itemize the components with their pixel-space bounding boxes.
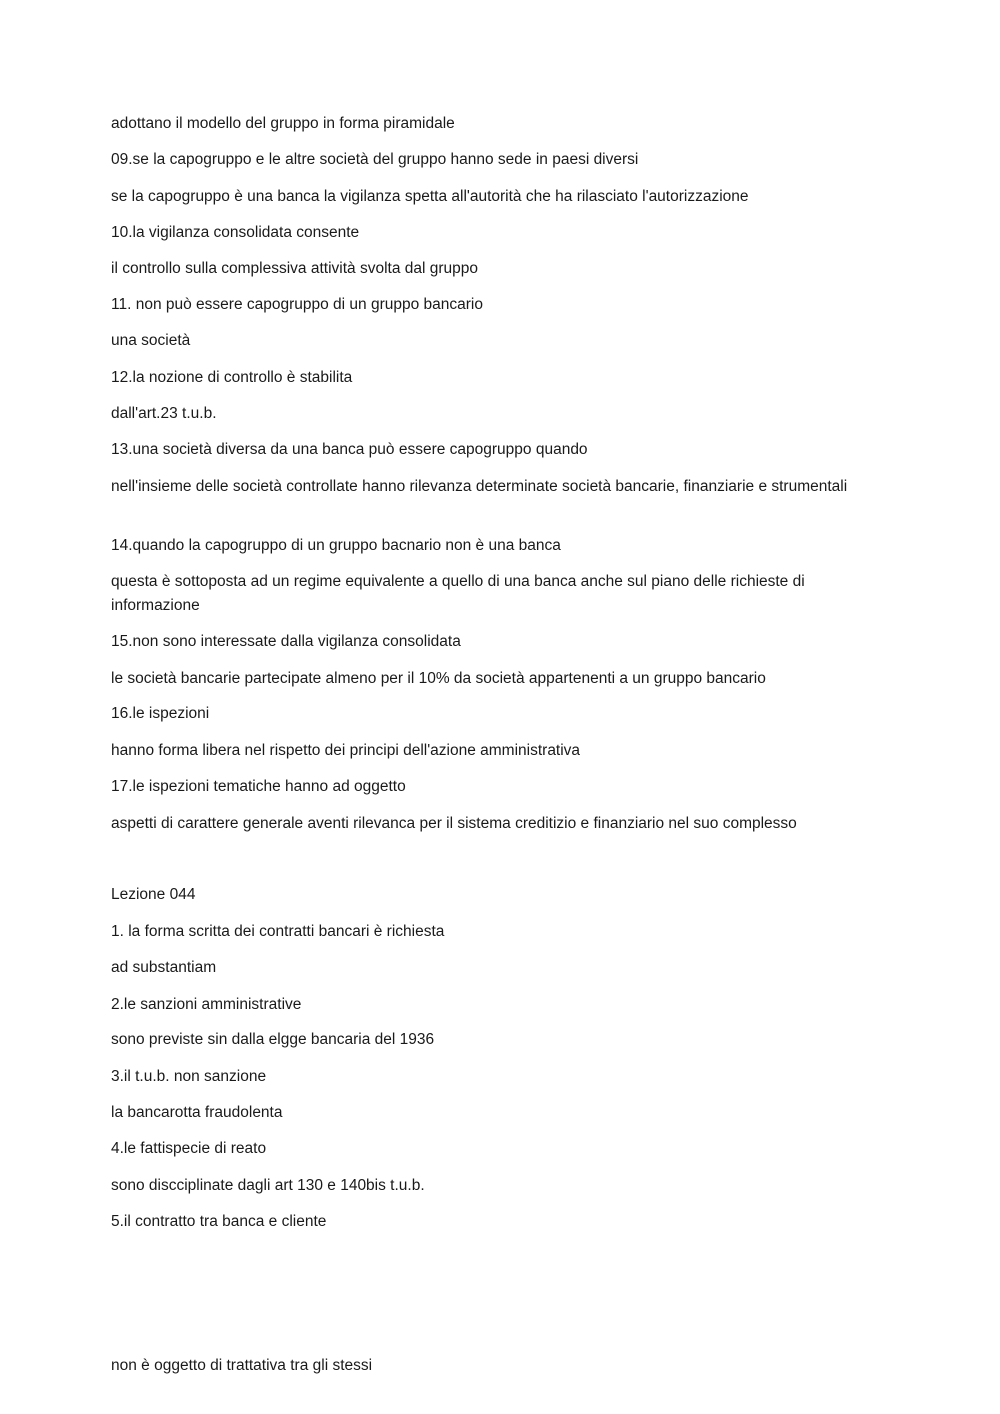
answer-line: hanno forma libera nel rispetto dei principi dell'azione amministrativa (111, 742, 581, 759)
question-line: 10.la vigilanza consolidata consente (111, 224, 360, 241)
answer-line: sono previste sin dalla elgge bancaria del 1936 (111, 1031, 435, 1048)
question-line: 11. non può essere capogruppo di un gruppo bancario (111, 296, 483, 313)
answer-line: nell'insieme delle società controllate hanno rilevanza determinate società bancarie, finanziarie e strumentali (111, 478, 848, 495)
answer-line: dall'art.23 t.u.b. (111, 405, 217, 422)
question-line: 3.il t.u.b. non sanzione (111, 1068, 267, 1085)
answer-line: aspetti di carattere generale aventi rilevanca per il sistema creditizio e finanziario nel suo complesso (111, 815, 797, 832)
answer-line: una società (111, 332, 191, 349)
answer-line: la bancarotta fraudolenta (111, 1104, 283, 1121)
answer-line: se la capogruppo è una banca la vigilanza spetta all'autorità che ha rilasciato l'autorizzazione (111, 188, 749, 205)
question-line: 16.le ispezioni (111, 705, 210, 722)
answer-line: il controllo sulla complessiva attività svolta dal gruppo (111, 260, 479, 277)
question-line: 13.una società diversa da una banca può essere capogruppo quando (111, 441, 588, 458)
question-line: 14.quando la capogruppo di un gruppo bacnario non è una banca (111, 537, 561, 554)
question-line: 4.le fattispecie di reato (111, 1140, 267, 1157)
question-line: 2.le sanzioni amministrative (111, 996, 302, 1013)
page-header-mark (490, 0, 510, 3)
answer-line: adottano il modello del gruppo in forma piramidale (111, 115, 455, 132)
question-line: 12.la nozione di controllo è stabilita (111, 369, 353, 386)
question-line: 17.le ispezioni tematiche hanno ad oggetto (111, 778, 406, 795)
answer-line: le società bancarie partecipate almeno per il 10% da società appartenenti a un gruppo bancario (111, 670, 766, 687)
answer-line: questa è sottoposta ad un regime equivalente a quello di una banca anche sul piano delle richieste di informazione (111, 573, 805, 614)
question-line: 5.il contratto tra banca e cliente (111, 1213, 327, 1230)
answer-line: non è oggetto di trattativa tra gli stessi (111, 1357, 373, 1374)
question-line: 09.se la capogruppo e le altre società del gruppo hanno sede in paesi diversi (111, 151, 639, 168)
question-line: 1. la forma scritta dei contratti bancari è richiesta (111, 923, 445, 940)
answer-line: ad substantiam (111, 959, 217, 976)
section-heading: Lezione 044 (111, 886, 196, 903)
answer-line: sono discciplinate dagli art 130 e 140bis t.u.b. (111, 1177, 425, 1194)
question-line: 15.non sono interessate dalla vigilanza consolidata (111, 633, 461, 650)
